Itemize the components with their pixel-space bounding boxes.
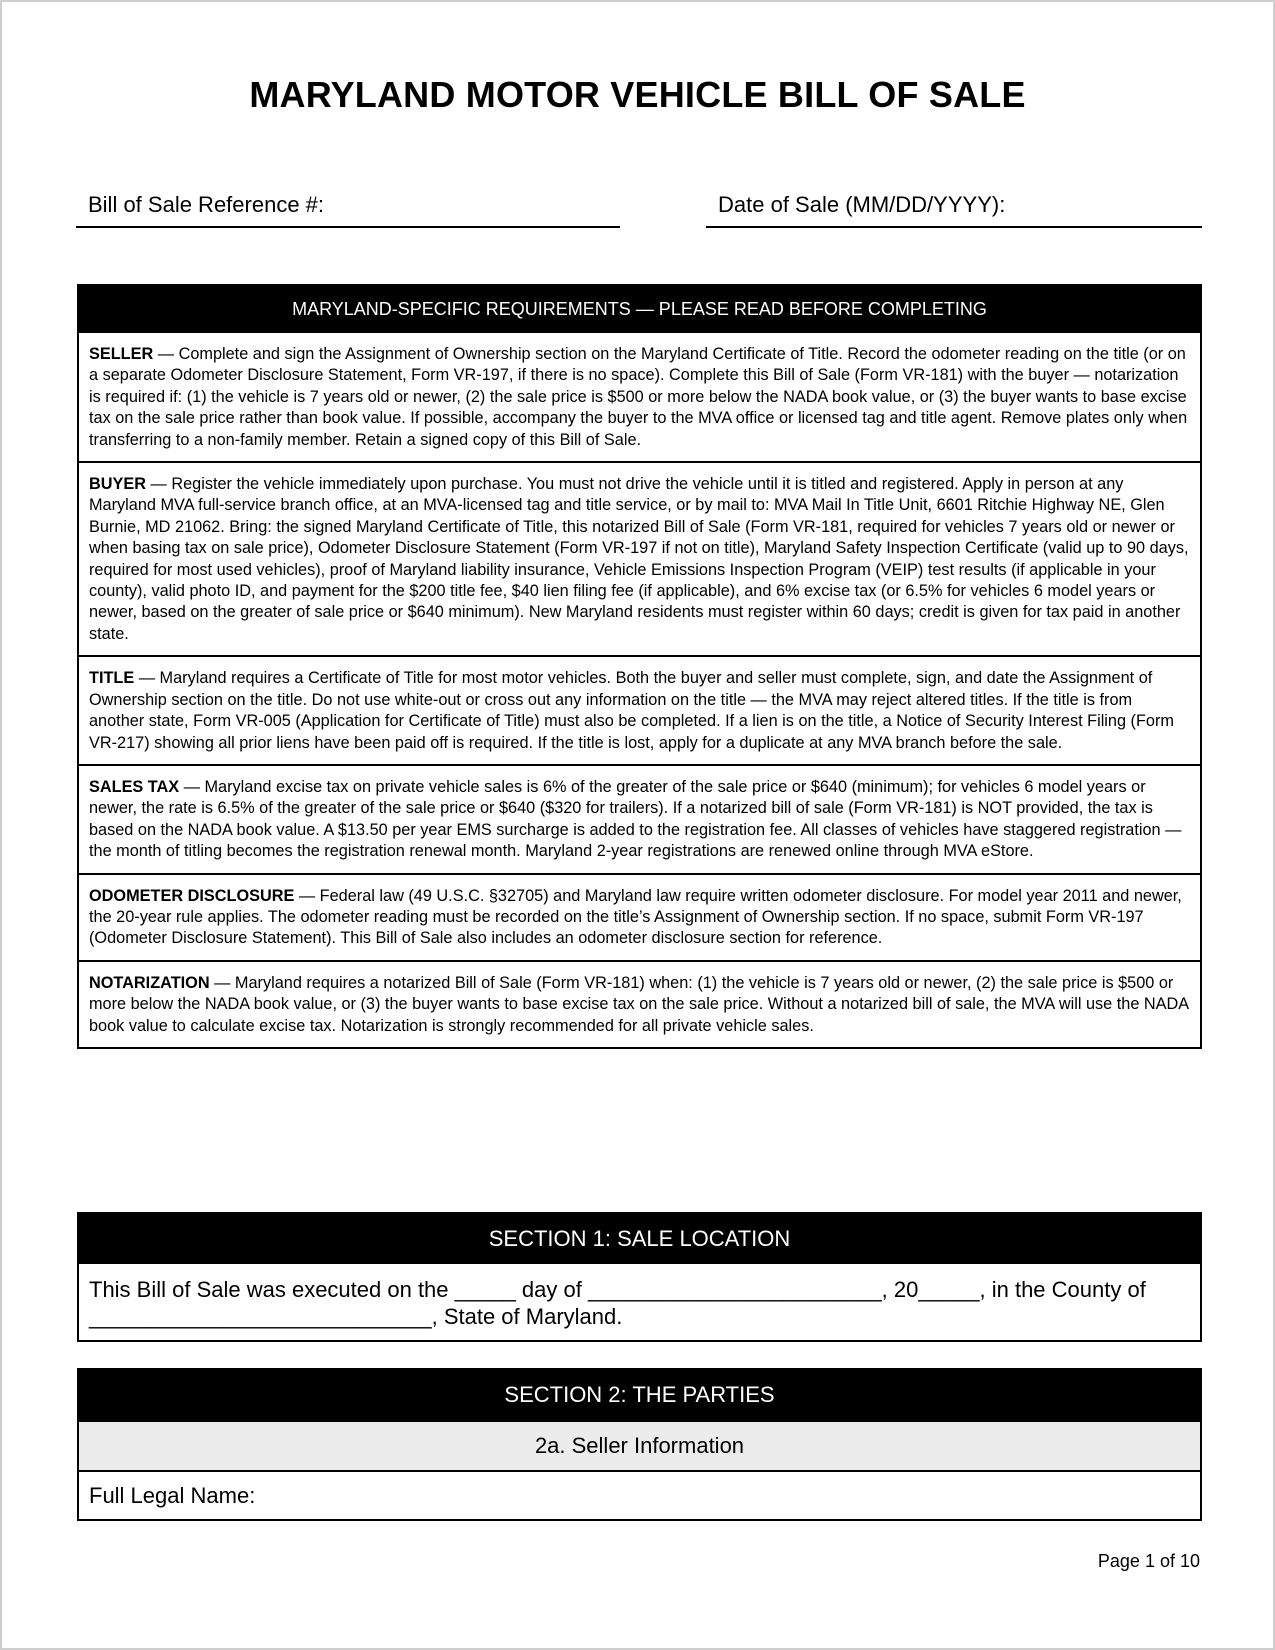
requirement-text: — Register the vehicle immediately upon purchase. You must not drive the vehicle until it is titled and registered. Apply in person at any Maryland MVA full-service branch office, at an MVA-licensed tag and title service, or by mail to: MVA Mail In Title Unit, 6601 Ritchie Highway NE, Glen Burnie, MD 21062. Bring: the signed Maryland Certificate of Title, this notarized Bill of Sale (Form VR-181, required for vehicles 7 years old or newer or when basing tax on sale price), Odometer Disclosure Statement (Form VR-197 if not on title), Maryland Safety Inspection Certificate (valid up to 90 days, required for most used vehicles), proof of Maryland liability insurance, Vehicle Emissions Inspection Program (VEIP) test results (if applicable in your county), valid photo ID, and payment for the $200 title fee, $40 lien filing fee (if applicable), and 6% excise tax (or 6.5% for vehicles 6 model years or newer, based on the greater of sale price or $640 minimum). New Maryland residents must register within 60 days; credit is given for tax paid in another state. [89, 475, 1189, 643]
reference-number-label: Bill of Sale Reference #: [88, 192, 325, 217]
seller-full-name-field[interactable] [79, 1470, 1200, 1519]
requirements-header: MARYLAND-SPECIFIC REQUIREMENTS — PLEASE READ BEFORE COMPLETING [79, 286, 1200, 333]
requirement-title [79, 655, 1200, 764]
requirement-text: — Complete and sign the Assignment of Ownership section on the Maryland Certificate of Title. Record the odometer reading on the title (or on a separate Odometer Disclosure Statement, Form VR-197, if there is no space). Complete this Bill of Sale (Form VR-181) with the buyer — notarization is required if: (1) the vehicle is 7 years old or newer, (2) the sale price is $500 or more below the NADA book value, or (3) the buyer wants to base excise tax on the sale price rather than book value. If possible, accompany the buyer to the MVA office or licensed tag and title agent. Remove plates only when transferring to a non-family member. Retain a signed copy of this Bill of Sale. [89, 345, 1188, 449]
page-number: Page 1 of 10 [1097, 1551, 1200, 1571]
requirement-heading: SALES TAX [89, 777, 180, 796]
requirement-notarization [79, 960, 1200, 1047]
requirement-odometer [79, 873, 1200, 960]
date-of-sale-label: Date of Sale (MM/DD/YYYY): [718, 192, 1006, 217]
section-1-header: SECTION 1: SALE LOCATION [79, 1214, 1200, 1264]
seller-info-subheader: 2a. Seller Information [79, 1420, 1200, 1470]
requirement-heading: BUYER [89, 475, 146, 494]
requirement-heading: ODOMETER DISCLOSURE [89, 886, 295, 905]
date-of-sale-field[interactable] [706, 190, 1202, 228]
requirement-heading: TITLE [89, 669, 135, 688]
requirements-list [79, 333, 1200, 1047]
reference-number-field[interactable] [76, 190, 620, 228]
requirement-heading: SELLER [89, 345, 154, 363]
section-parties [77, 1368, 1202, 1521]
seller-full-name-label: Full Legal Name: [89, 1483, 256, 1508]
section-sale-location [77, 1212, 1202, 1342]
requirement-text: — Federal law (49 U.S.C. §32705) and Maryland law require written odometer disclosure. For model year 2011 and newer, the 20-year rule applies. The odometer reading must be recorded on the title’s Assignment of Ownership section. If no space, submit Form VR-197 (Odometer Disclosure Statement). This Bill of Sale also includes an odometer disclosure section for reference. [89, 886, 1182, 948]
sale-location-statement[interactable]: This Bill of Sale was executed on the _____ day of ________________________, 20_____, in the County of ____________________________, State of Maryland. [89, 1277, 1146, 1329]
requirement-seller [79, 333, 1200, 461]
requirement-text: — Maryland requires a Certificate of Title for most motor vehicles. Both the buyer and seller must complete, sign, and date the Assignment of Ownership section on the title. Do not use white-out or cross out any information on the title — the MVA may reject altered titles. If the title is from another state, Form VR-005 (Application for Certificate of Title) must also be completed. If a lien is on the title, a Notice of Security Interest Filing (Form VR-217) showing all prior liens have been paid off is required. If the title is lost, apply for a duplicate at any MVA branch before the sale. [89, 669, 1174, 752]
requirements-box [77, 284, 1202, 1049]
requirement-sales-tax [79, 764, 1200, 873]
page-title: MARYLAND MOTOR VEHICLE BILL OF SALE [249, 74, 1026, 115]
requirement-buyer [79, 461, 1200, 655]
requirement-heading: NOTARIZATION [89, 973, 210, 992]
section-2-header: SECTION 2: THE PARTIES [79, 1370, 1200, 1420]
requirement-text: — Maryland excise tax on private vehicle sales is 6% of the greater of the sale price or $640 (minimum); for vehicles 6 model years or newer, the rate is 6.5% of the greater of the sale price or $640 ($320 for trailers). If a notarized bill of sale (Form VR-181) is NOT provided, the tax is based on the NADA book value. A $13.50 per year EMS surcharge is added to the registration fee. All classes of vehicles have staggered registration — the month of titling becomes the registration renewal month. Maryland 2-year registrations are renewed online through MVA eStore. [89, 777, 1182, 861]
requirement-text: — Maryland requires a notarized Bill of Sale (Form VR-181) when: (1) the vehicle is 7 years old or newer, (2) the sale price is $500 or more below the NADA book value, or (3) the buyer wants to base excise tax on the sale price. Without a notarized bill of sale, the MVA will use the NADA book value to calculate excise tax. Notarization is strongly recommended for all private vehicle sales. [89, 973, 1189, 1035]
